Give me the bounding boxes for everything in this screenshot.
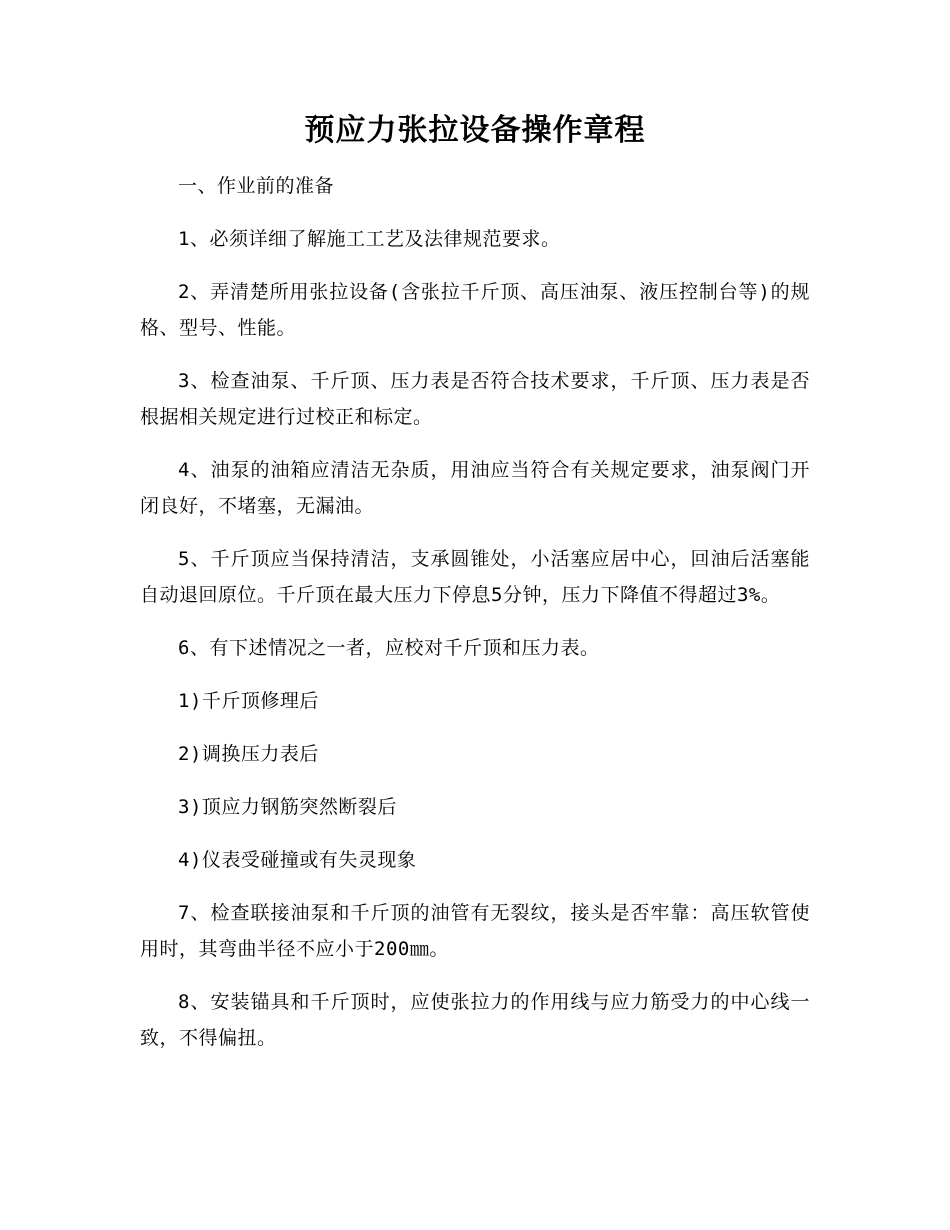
paragraph-7: 7、检查联接油泵和千斤顶的油管有无裂纹，接头是否牢靠：高压软管使用时，其弯曲半径不应小于200㎜。 [140,902,810,960]
paragraph-3: 3、检查油泵、千斤顶、压力表是否符合技术要求，千斤顶、压力表是否根据相关规定进行过校正和标定。 [140,370,810,428]
paragraph-1: 1、必须详细了解施工工艺及法律规范要求。 [178,228,561,250]
paragraph-4: 4、油泵的油箱应清洁无杂质，用油应当符合有关规定要求，油泵阀门开闭良好，不堵塞，无漏油。 [140,459,810,517]
list-item-4: 4)仪表受碰撞或有失灵现象 [178,849,417,871]
document-body [140,168,810,1073]
list-item-2: 2)调换压力表后 [178,743,319,765]
paragraph-5: 5、千斤顶应当保持清洁，支承圆锥处，小活塞应居中心，回油后活塞能自动退回原位。千斤顶在最大压力下停息5分钟，压力下降值不得超过3%。 [140,548,810,606]
paragraph-8: 8、安装锚具和千斤顶时，应使张拉力的作用线与应力筋受力的中心线一致，不得偏扭。 [140,991,810,1049]
list-item-3: 3)顶应力钢筋突然断裂后 [178,796,397,818]
section-heading-preparation: 一、作业前的准备 [178,175,335,197]
list-item-1: 1)千斤顶修理后 [178,690,319,712]
document-title: 预应力张拉设备操作章程 [304,113,646,148]
paragraph-2: 2、弄清楚所用张拉设备(含张拉千斤顶、高压油泵、液压控制台等)的规格、型号、性能。 [140,281,810,339]
paragraph-6: 6、有下述情况之一者，应校对千斤顶和压力表。 [178,637,600,659]
